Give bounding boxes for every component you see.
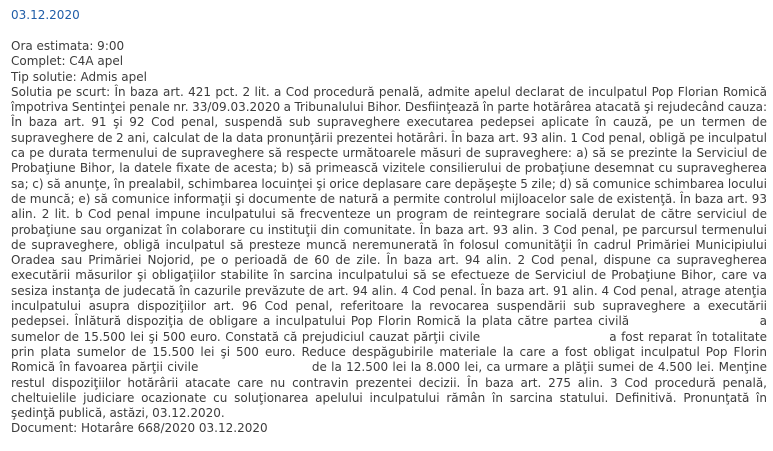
document-reference: Document: Hotarâre 668/2020 03.12.2020 [11, 421, 268, 436]
summary-part-3: a fost reparat în totalitate prin plata sumelor de 15.500 lei şi 500 euro. Reduce despăgubirile materiale la care a fost obligat inculpatul Pop Florin Romică în favoarea părţii civile [11, 329, 768, 375]
solution-type: Tip solutie: Admis apel [11, 69, 147, 84]
summary-part-2: a sumelor de 15.500 lei şi 500 euro. Constată că prejudiciul cauzat părţii civile [11, 314, 768, 344]
estimated-time: Ora estimata: 9:00 [11, 39, 125, 53]
summary-part-4: de la 12.500 lei la 8.000 lei, ca urmare a plăţii sumei de 4.500 lei. Menţine restul dispoziţiilor hotărârii atacate care nu contravin prezentei decizii. În baza art. 275 alin. 3 Cod procedură penală, cheltuielile judiciare ocazionate cu soluţionarea apelului inculpatului rămân în sarcina statului. Definitivă. Pronunţată în şedinţă publică, astăzi, 03.12.2020. [11, 360, 767, 421]
date-link[interactable]: 03.12.2020 [11, 8, 80, 22]
solution-details [11, 39, 767, 437]
solution-summary [11, 85, 767, 422]
summary-part-1: Solutia pe scurt: În baza art. 421 pct. 2 lit. a Cod procedură penală, admite apelul declarat de inculpatul Pop Florian Romică împotriva Sentinţei penale nr. 33/09.03.2020 a Tribunalului Bihor. Desfiinţează în parte hotărârea atacată şi rejudecând cauza: În baza art. 91 şi 92 Cod penal, suspendă sub supraveghere executarea pedepsei aplicate în cauză, pe un termen de supraveghere de 2 ani, calculat de la data pronunţării prezentei hotărâri. În baza art. 93 alin. 1 Cod penal, obligă pe inculpatul ca pe durata termenului de supraveghere să respecte următoarele măsuri de supraveghere: a) să se prezinte la Serviciul de Probaţiune Bihor, la datele fixate de acesta; b) să primească vizitele consilierului de probaţiune desemnat cu supravegherea sa; c) să anunţe, în prealabil, schimbarea locuinţei şi orice deplasare care depăşeşte 5 zile; d) să comunice schimbarea locului de muncă; e) să comunice informaţii şi documente de natură a permite controlul mijloacelor sale de existenţă. În baza art. 93 alin. 2 lit. b Cod penal impune inculpatului să frecventeze un program de reintegrare socială derulat de către serviciul de probaţiune sau organizat în colaborare cu instituţii din comunitate. În baza art. 93 alin. 3 Cod penal, pe parcursul termenului de supraveghere, obligă inculpatul să presteze muncă neremunerată în folosul comunităţii în cadrul Primăriei Municipiului Oradea sau Primăriei Nojorid, pe o perioadă de 60 de zile. În baza art. 94 alin. 2 Cod penal, dispune ca supravegherea executării măsurilor şi obligaţiilor stabilite în sarcina inculpatului să se efectueze de Serviciul de Probaţiune Bihor, care va sesiza instanţa de judecată în cazurile prevăzute de art. 94 alin. 4 Cod penal. În baza art. 91 alin. 4 Cod penal, atrage atenţia inculpatului asupra dispoziţiilor art. 96 Cod penal, referitoare la revocarea suspendării sub supraveghere a executării pedepsei. Înlătură dispoziţia de obligare a inculpatului Pop Florin Romică la plata către partea civilă [11, 84, 768, 329]
panel: Complet: C4A apel [11, 54, 124, 69]
